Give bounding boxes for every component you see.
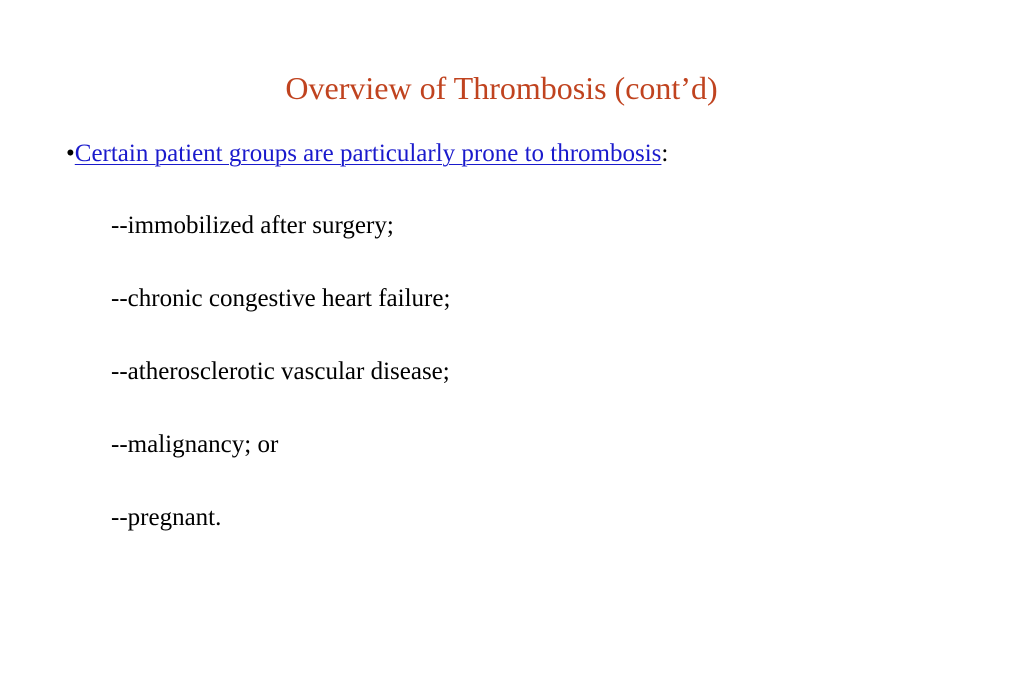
patient-groups-link[interactable]: Certain patient groups are particularly prone to thrombosis [74,140,662,167]
slide-title: Overview of Thrombosis (cont’d) [285,70,718,106]
bullet-suffix: : [661,140,669,167]
bullet-marker: • [66,140,75,167]
list-item: --atherosclerotic vascular disease; [111,358,450,385]
list-item: --malignancy; or [111,431,279,458]
risk-group-list [111,210,450,575]
list-item: --pregnant. [111,504,222,531]
bullet-line [66,138,668,170]
list-item: --chronic congestive heart failure; [111,285,451,312]
list-item: --immobilized after surgery; [111,212,394,239]
